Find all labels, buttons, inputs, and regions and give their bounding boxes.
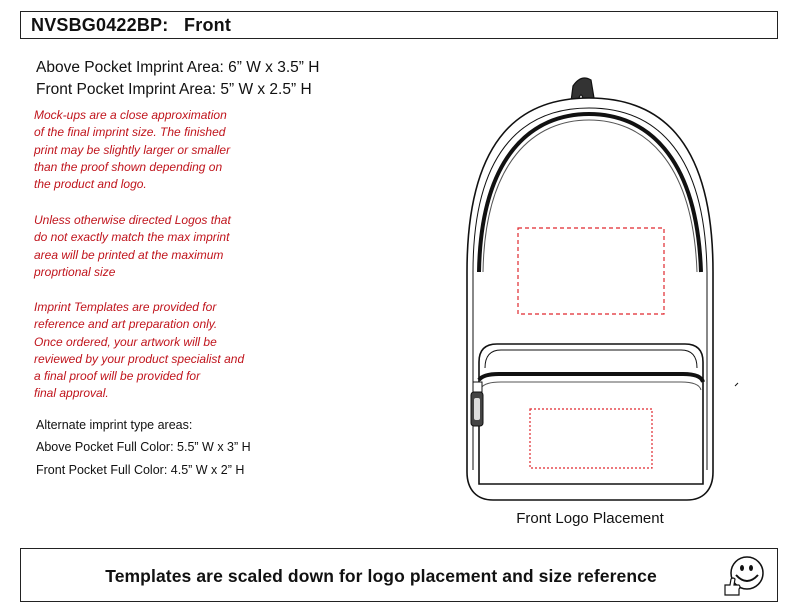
note-line: the product and logo. [34, 177, 147, 192]
note-line: Once ordered, your artwork will be [34, 334, 217, 349]
note-line: Unless otherwise directed Logos that [34, 213, 231, 227]
front-pocket-imprint-spec: Front Pocket Imprint Area: 5” W x 2.5” H [36, 81, 312, 98]
note-line: reviewed by your product specialist and [34, 351, 245, 366]
alternate-front-pocket: Front Pocket Full Color: 4.5” W x 2” H [36, 463, 245, 477]
note-line: a final proof will be provided for [34, 369, 201, 384]
note-line: Mock-ups are a close approximation [34, 108, 227, 122]
alternate-heading: Alternate imprint type areas: [36, 418, 193, 432]
zipper-pull-icon [471, 382, 483, 426]
above-pocket-imprint-spec: Above Pocket Imprint Area: 6” W x 3.5” H [36, 59, 320, 76]
note-line: do not exactly match the max imprint [34, 230, 230, 245]
note-line: reference and art preparation only. [34, 317, 218, 332]
alternate-above-pocket: Above Pocket Full Color: 5.5” W x 3” H [36, 440, 251, 454]
smiley-thumbs-up-icon [719, 553, 767, 599]
backpack-diagram [455, 72, 745, 512]
note-line: final approval. [34, 386, 109, 401]
footer-text: Templates are scaled down for logo placement and size reference [105, 566, 657, 586]
footer-box [20, 548, 778, 602]
note-line: area will be printed at the maximum [34, 247, 224, 262]
note-line: than the proof shown depending on [34, 159, 223, 174]
front-pocket [479, 344, 703, 484]
note-line: print may be slightly larger or smaller [34, 142, 231, 157]
template-note [34, 299, 274, 403]
logo-sizing-note [34, 212, 274, 281]
mockup-note [34, 107, 274, 193]
note-line: proprtional size [34, 264, 116, 279]
note-line: of the final imprint size. The finished [34, 125, 226, 140]
header-box [20, 11, 778, 39]
page-title: NVSBG0422BP: Front [31, 15, 232, 35]
note-line: Imprint Templates are provided for [34, 300, 217, 314]
diagram-caption: Front Logo Placement [516, 510, 664, 527]
